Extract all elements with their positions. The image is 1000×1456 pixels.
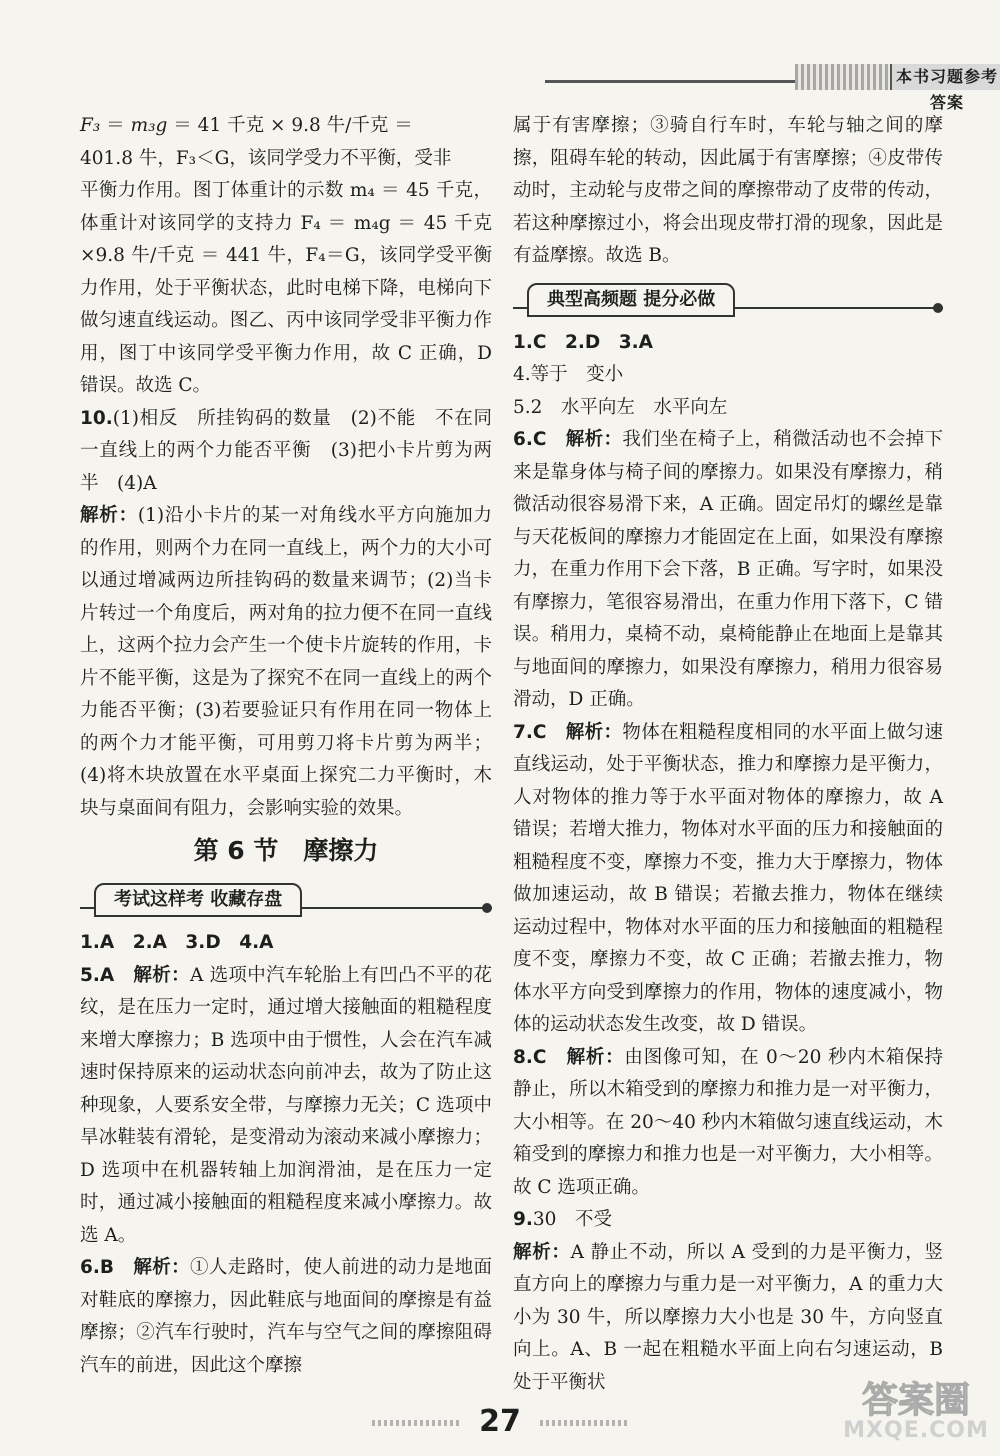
answer-5: 5.2 水平向左 水平向左 bbox=[513, 396, 728, 418]
q9-answer: 30 不受 bbox=[532, 1209, 612, 1230]
q10-analysis-text: (1)沿小卡片的某一对角线水平方向施加力的作用，则两个力在同一直线上，两个力的大小可以通过增减两边所挂钩码的数量来调节；(2)当卡片转过一个角度后，两对角的拉力便不在同一直线上，这两个拉力会产生一个使卡片旋转的作用，卡片不能平衡，这是为了探究不在同一直线上的两个力能否平衡；(3)若要验证只有作用在同一物体上的两个力才能平衡，可用剪刀将卡片剪为两半；(4)将木块放置在水平桌面上探究二力平衡时，木块与桌面间有阻力，会影响实验的效果。 bbox=[80, 505, 492, 819]
q10-analysis bbox=[80, 500, 492, 825]
analysis-label: 解析： bbox=[565, 429, 623, 450]
f3-symbol: F₃ bbox=[80, 115, 101, 136]
q5-text: A 选项中汽车轮胎上有凹凸不平的花纹，是在压力一定时，通过增大接触面的粗糙程度来增大摩擦力；B 选项中由于惯性，人会在汽车减速时保持原来的运动状态向前冲去，故为了防止这种现象，人要系安全带，与摩擦力无关；C 选项中旱冰鞋装有滑轮，是变滑动为滚动来减小摩擦力；D 选项中在机器转轴上加润滑油，是在压力一定时，通过减小接触面的粗糙程度来减小摩擦力。故选 A。 bbox=[80, 964, 492, 1246]
question-5 bbox=[80, 960, 492, 1253]
q6c-text: 我们坐在椅子上，稍微活动也不会掉下来是靠身体与椅子间的摩擦力。如果没有摩擦力，稍微活动很容易滑下来，A 正确。固定吊灯的螺丝是靠与天花板间的摩擦力才能固定在上面，如果没有摩擦力，在重力作用下会下落，B 正确。写字时，如果没有摩擦力，笔很容易滑出，在重力作用下落下，C 错误。稍用力，桌椅不动，桌椅能静止在地面上是靠其与地面间的摩擦力，如果没有摩擦力，稍用力很容易滑动，D 正确。 bbox=[513, 429, 943, 710]
equals: ＝ bbox=[106, 115, 125, 136]
banner-label: 考试这样考 收藏存盘 bbox=[94, 883, 302, 917]
question-6c bbox=[513, 424, 943, 717]
header-label: 本书习题参考答案 bbox=[890, 64, 1000, 90]
analysis-label: 解析： bbox=[566, 1046, 625, 1068]
header-rule bbox=[545, 80, 795, 83]
q6-text: ①人走路时，使人前进的动力是地面对鞋底的摩擦力，因此鞋底与地面间的摩擦是有益摩擦；②汽车行驶时，汽车与空气之间的摩擦阻碍汽车的前进，因此这个摩擦 bbox=[80, 1257, 492, 1376]
continuation-text: 平衡力作用。图丁体重计的示数 m₄ ＝ 45 千克，体重计对该同学的支持力 F₄ ＝ m₄g ＝ 45 千克×9.8 牛/千克 ＝ 441 牛，F₄＝G，该同学受平衡力作用，处于平衡状态，此时电梯下降，电梯向下做匀速直线运动。图乙、丙中该同学受非平衡力作用，图丁中该同学受平衡力作用，故 C 正确，D 错误。故选 C。 bbox=[80, 180, 492, 396]
analysis-label: 解析： bbox=[513, 1241, 571, 1263]
q7-text: 物体在粗糙程度相同的水平面上做匀速直线运动，处于平衡状态，推力和摩擦力是平衡力，人对物体的推力等于水平面对物体的摩擦力，故 A 错误；若增大推力，物体对水平面的压力和接触面的粗糙程度不变，摩擦力不变，推力大于摩擦力，物体做加速运动，故 B 错误；若撤去推力，物体在继续运动过程中，物体对水平面的压力和接触面的粗糙程度不变，摩擦力不变，故 C 正确；若撤去推力，物体水平方向受到摩擦力的作用，物体的速度减小，物体的运动状态发生改变，故 D 错误。 bbox=[513, 721, 943, 1035]
question-7 bbox=[513, 717, 943, 1042]
q6-continuation: 属于有害摩擦；③骑自行车时，车轮与轴之间的摩擦，阻碍车轮的转动，因此属于有害摩擦；④皮带传动时，主动轮与皮带之间的摩擦带动了皮带的传动，若这种摩擦过小，将会出现皮带打滑的现象，因此是有益摩擦。故选 B。 bbox=[513, 115, 943, 266]
question-6 bbox=[80, 1252, 492, 1382]
footer-decoration-right bbox=[540, 1420, 630, 1426]
answers-1-3: 1.C 2.D 3.A bbox=[513, 331, 653, 353]
q6c-number: 6.C bbox=[513, 429, 547, 450]
analysis-label: 解析： bbox=[80, 505, 138, 526]
q9-text: A 静止不动，所以 A 受到的力是平衡力，竖直方向上的摩擦力与重力是一对平衡力，A 的重力大小为 30 牛，所以摩擦力大小也是 30 牛，方向竖直向上。A、B 一起在粗糙水平面上向右匀速运动，B 处于平衡状 bbox=[513, 1241, 943, 1393]
question-9 bbox=[513, 1204, 943, 1237]
q8-text: 由图像可知，在 0～20 秒内木箱保持静止，所以木箱受到的摩擦力和推力是一对平衡力，大小相等。在 20～40 秒内木箱做匀速直线运动，木箱受到的摩擦力和推力也是一对平衡力，大小相等。故 C 选项正确。 bbox=[513, 1046, 943, 1198]
q9-number: 9. bbox=[513, 1209, 533, 1230]
answers-1-4: 1.A 2.A 3.D 4.A bbox=[80, 932, 274, 953]
footer-decoration-left bbox=[372, 1420, 462, 1426]
answer-4: 4.等于 变小 bbox=[513, 364, 624, 385]
q10-answer: (1)相反 所挂钩码的数量 (2)不能 不在同一直线上的两个力能否平衡 (3)把小卡片剪为两半 (4)A bbox=[80, 407, 492, 494]
section-title: 第 6 节 摩擦力 bbox=[193, 836, 379, 865]
calc-line-2: 401.8 牛，F₃＜G，该同学受力不平衡，受非 bbox=[80, 147, 452, 169]
analysis-label: 解析： bbox=[133, 964, 190, 986]
q7-number: 7.C bbox=[513, 721, 547, 743]
banner-dot bbox=[933, 303, 943, 313]
question-10 bbox=[80, 403, 492, 501]
q10-number: 10. bbox=[80, 407, 113, 429]
page-number: 27 bbox=[479, 1404, 521, 1439]
banner-dot bbox=[482, 903, 492, 913]
left-column bbox=[80, 110, 492, 1382]
header-decoration bbox=[795, 64, 890, 90]
calc-line-1 bbox=[80, 110, 492, 143]
watermark-url: MXQE.COM bbox=[843, 1418, 989, 1443]
watermark-logo: 答案圈 bbox=[861, 1380, 970, 1421]
running-header bbox=[545, 64, 1000, 112]
question-8 bbox=[513, 1042, 943, 1205]
watermark bbox=[838, 1372, 994, 1452]
banner-exam bbox=[80, 879, 492, 919]
analysis-label: 解析： bbox=[565, 721, 623, 743]
banner-high-frequency bbox=[513, 279, 943, 319]
q5-number: 5.A bbox=[80, 964, 115, 986]
analysis-label: 解析： bbox=[133, 1257, 191, 1278]
q8-number: 8.C bbox=[513, 1046, 547, 1068]
m3g-symbol: m₃g bbox=[130, 115, 168, 136]
right-column bbox=[513, 110, 943, 1399]
banner-label: 典型高频题 提分必做 bbox=[527, 283, 735, 317]
q6-number: 6.B bbox=[80, 1257, 115, 1278]
calc-rest: ＝ 41 千克 × 9.8 牛/千克 ＝ bbox=[173, 115, 413, 136]
